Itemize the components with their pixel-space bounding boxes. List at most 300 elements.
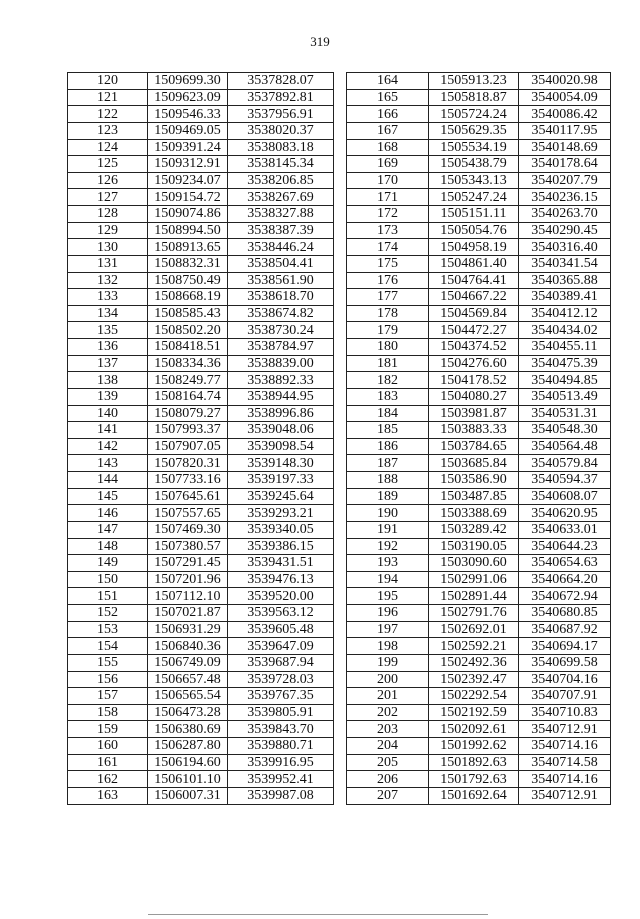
coordinate-x-cell: 1501792.63 (429, 771, 519, 788)
point-number-cell: 194 (347, 571, 429, 588)
point-number-cell: 180 (347, 339, 429, 356)
coordinate-x-cell: 1505818.87 (429, 89, 519, 106)
coordinate-y-cell: 3540714.58 (519, 754, 611, 771)
coordinate-x-cell: 1507112.10 (148, 588, 228, 605)
table-row (68, 438, 334, 455)
point-number-cell: 166 (347, 106, 429, 123)
coordinate-y-cell: 3540086.42 (519, 106, 611, 123)
point-number-cell: 196 (347, 605, 429, 622)
point-number-cell: 121 (68, 89, 148, 106)
coordinate-x-cell: 1502492.36 (429, 654, 519, 671)
point-number-cell: 153 (68, 621, 148, 638)
table-row (68, 272, 334, 289)
table-row (347, 222, 611, 239)
coordinate-y-cell: 3540207.79 (519, 172, 611, 189)
coordinate-y-cell: 3539767.35 (228, 688, 334, 705)
coordinate-x-cell: 1508585.43 (148, 305, 228, 322)
coordinate-y-cell: 3538674.82 (228, 305, 334, 322)
coordinate-x-cell: 1507469.30 (148, 521, 228, 538)
coordinate-x-cell: 1506749.09 (148, 654, 228, 671)
coordinate-y-cell: 3540644.23 (519, 538, 611, 555)
coordinate-y-cell: 3540236.15 (519, 189, 611, 206)
coordinate-y-cell: 3537956.91 (228, 106, 334, 123)
coordinate-y-cell: 3540434.02 (519, 322, 611, 339)
coordinate-x-cell: 1503685.84 (429, 455, 519, 472)
table-row (68, 654, 334, 671)
point-number-cell: 199 (347, 654, 429, 671)
point-number-cell: 206 (347, 771, 429, 788)
coordinate-y-cell: 3539952.41 (228, 771, 334, 788)
coordinate-y-cell: 3538020.37 (228, 122, 334, 139)
coordinate-y-cell: 3539098.54 (228, 438, 334, 455)
coordinate-x-cell: 1506473.28 (148, 704, 228, 721)
point-number-cell: 143 (68, 455, 148, 472)
table-row (68, 139, 334, 156)
coordinate-x-cell: 1509469.05 (148, 122, 228, 139)
coordinate-x-cell: 1507380.57 (148, 538, 228, 555)
point-number-cell: 161 (68, 754, 148, 771)
coordinate-y-cell: 3540712.91 (519, 787, 611, 804)
coordinate-y-cell: 3539048.06 (228, 422, 334, 439)
coordinate-x-cell: 1506931.29 (148, 621, 228, 638)
coordinate-y-cell: 3537892.81 (228, 89, 334, 106)
coordinate-x-cell: 1506840.36 (148, 638, 228, 655)
coordinate-x-cell: 1504472.27 (429, 322, 519, 339)
coordinate-y-cell: 3540020.98 (519, 73, 611, 90)
table-row (68, 222, 334, 239)
coordinate-y-cell: 3540714.16 (519, 738, 611, 755)
table-row (68, 721, 334, 738)
table-row (347, 738, 611, 755)
table-row (68, 355, 334, 372)
coordinate-y-cell: 3538206.85 (228, 172, 334, 189)
coordinate-y-cell: 3539563.12 (228, 605, 334, 622)
point-number-cell: 150 (68, 571, 148, 588)
coordinate-x-cell: 1509312.91 (148, 156, 228, 173)
point-number-cell: 141 (68, 422, 148, 439)
table-row (68, 422, 334, 439)
coordinate-y-cell: 3539520.00 (228, 588, 334, 605)
coordinate-y-cell: 3540712.91 (519, 721, 611, 738)
table-row (347, 139, 611, 156)
coordinate-y-cell: 3538784.97 (228, 339, 334, 356)
coordinate-y-cell: 3540608.07 (519, 488, 611, 505)
coordinate-y-cell: 3539687.94 (228, 654, 334, 671)
coordinate-x-cell: 1505438.79 (429, 156, 519, 173)
coordinate-x-cell: 1504178.52 (429, 372, 519, 389)
table-row (68, 189, 334, 206)
coordinate-x-cell: 1507557.65 (148, 505, 228, 522)
coordinate-x-cell: 1508079.27 (148, 405, 228, 422)
point-number-cell: 169 (347, 156, 429, 173)
point-number-cell: 134 (68, 305, 148, 322)
point-number-cell: 187 (347, 455, 429, 472)
coordinate-y-cell: 3540548.30 (519, 422, 611, 439)
table-row (347, 122, 611, 139)
point-number-cell: 177 (347, 289, 429, 306)
coordinate-x-cell: 1508913.65 (148, 239, 228, 256)
coordinate-x-cell: 1507291.45 (148, 555, 228, 572)
coordinate-x-cell: 1508502.20 (148, 322, 228, 339)
coordinate-y-cell: 3540117.95 (519, 122, 611, 139)
coordinate-x-cell: 1504276.60 (429, 355, 519, 372)
coordinate-y-cell: 3540148.69 (519, 139, 611, 156)
coordinate-x-cell: 1502592.21 (429, 638, 519, 655)
coordinate-x-cell: 1509623.09 (148, 89, 228, 106)
point-number-cell: 140 (68, 405, 148, 422)
point-number-cell: 156 (68, 671, 148, 688)
coordinate-x-cell: 1504764.41 (429, 272, 519, 289)
point-number-cell: 172 (347, 206, 429, 223)
coordinate-x-cell: 1502891.44 (429, 588, 519, 605)
coordinate-y-cell: 3540475.39 (519, 355, 611, 372)
table-row (347, 73, 611, 90)
table-row (347, 438, 611, 455)
coordinate-y-cell: 3538267.69 (228, 189, 334, 206)
coordinate-y-cell: 3539880.71 (228, 738, 334, 755)
coordinate-y-cell: 3540664.20 (519, 571, 611, 588)
point-number-cell: 186 (347, 438, 429, 455)
coordinate-y-cell: 3540494.85 (519, 372, 611, 389)
table-row (347, 372, 611, 389)
coordinate-y-cell: 3539148.30 (228, 455, 334, 472)
coordinate-x-cell: 1507820.31 (148, 455, 228, 472)
table-row (347, 156, 611, 173)
point-number-cell: 201 (347, 688, 429, 705)
bottom-divider (148, 914, 488, 915)
table-row (68, 505, 334, 522)
coordinate-y-cell: 3539605.48 (228, 621, 334, 638)
table-row (347, 621, 611, 638)
point-number-cell: 137 (68, 355, 148, 372)
coordinate-x-cell: 1508994.50 (148, 222, 228, 239)
table-row (68, 172, 334, 189)
coordinate-y-cell: 3540672.94 (519, 588, 611, 605)
coordinate-x-cell: 1508832.31 (148, 255, 228, 272)
coordinate-y-cell: 3539805.91 (228, 704, 334, 721)
point-number-cell: 159 (68, 721, 148, 738)
point-number-cell: 207 (347, 787, 429, 804)
coordinate-x-cell: 1503388.69 (429, 505, 519, 522)
point-number-cell: 162 (68, 771, 148, 788)
coordinate-y-cell: 3538387.39 (228, 222, 334, 239)
point-number-cell: 123 (68, 122, 148, 139)
point-number-cell: 127 (68, 189, 148, 206)
point-number-cell: 160 (68, 738, 148, 755)
coordinate-x-cell: 1507907.05 (148, 438, 228, 455)
coordinate-y-cell: 3540389.41 (519, 289, 611, 306)
point-number-cell: 181 (347, 355, 429, 372)
coordinate-x-cell: 1503190.05 (429, 538, 519, 555)
coordinate-y-cell: 3540531.31 (519, 405, 611, 422)
table-row (68, 106, 334, 123)
coordinate-y-cell: 3538892.33 (228, 372, 334, 389)
point-number-cell: 158 (68, 704, 148, 721)
table-row (347, 754, 611, 771)
coordinate-y-cell: 3539386.15 (228, 538, 334, 555)
coordinate-y-cell: 3540714.16 (519, 771, 611, 788)
point-number-cell: 163 (68, 787, 148, 804)
table-row (347, 721, 611, 738)
table-row (68, 73, 334, 90)
coordinate-y-cell: 3538996.86 (228, 405, 334, 422)
coordinate-y-cell: 3538839.00 (228, 355, 334, 372)
coordinate-x-cell: 1504080.27 (429, 388, 519, 405)
point-number-cell: 131 (68, 255, 148, 272)
coordinate-x-cell: 1508164.74 (148, 388, 228, 405)
coordinate-x-cell: 1503981.87 (429, 405, 519, 422)
table-row (347, 339, 611, 356)
coordinate-x-cell: 1503883.33 (429, 422, 519, 439)
point-number-cell: 202 (347, 704, 429, 721)
point-number-cell: 178 (347, 305, 429, 322)
table-row (347, 505, 611, 522)
point-number-cell: 132 (68, 272, 148, 289)
coordinate-x-cell: 1502991.06 (429, 571, 519, 588)
point-number-cell: 188 (347, 472, 429, 489)
table-row (68, 704, 334, 721)
coordinate-x-cell: 1505534.19 (429, 139, 519, 156)
coordinate-y-cell: 3540707.91 (519, 688, 611, 705)
table-row (68, 156, 334, 173)
coordinate-x-cell: 1507733.16 (148, 472, 228, 489)
page-number: 319 (310, 34, 330, 49)
table-row (347, 588, 611, 605)
coordinate-y-cell: 3538083.18 (228, 139, 334, 156)
table-row (68, 488, 334, 505)
table-row (68, 89, 334, 106)
point-number-cell: 128 (68, 206, 148, 223)
point-number-cell: 165 (347, 89, 429, 106)
point-number-cell: 155 (68, 654, 148, 671)
point-number-cell: 147 (68, 521, 148, 538)
coordinate-x-cell: 1506657.48 (148, 671, 228, 688)
coordinate-y-cell: 3539916.95 (228, 754, 334, 771)
coordinate-x-cell: 1501992.62 (429, 738, 519, 755)
coordinate-y-cell: 3540699.58 (519, 654, 611, 671)
table-row (347, 255, 611, 272)
table-row (347, 605, 611, 622)
table-row (347, 472, 611, 489)
point-number-cell: 149 (68, 555, 148, 572)
coordinate-y-cell: 3540594.37 (519, 472, 611, 489)
point-number-cell: 126 (68, 172, 148, 189)
table-row (68, 372, 334, 389)
point-number-cell: 176 (347, 272, 429, 289)
coordinate-x-cell: 1503586.90 (429, 472, 519, 489)
table-row (68, 555, 334, 572)
table-row (68, 521, 334, 538)
coordinate-y-cell: 3539647.09 (228, 638, 334, 655)
table-row (347, 189, 611, 206)
point-number-cell: 125 (68, 156, 148, 173)
table-row (68, 771, 334, 788)
coordinate-x-cell: 1509699.30 (148, 73, 228, 90)
coordinate-x-cell: 1506565.54 (148, 688, 228, 705)
coordinate-x-cell: 1508418.51 (148, 339, 228, 356)
table-row (347, 638, 611, 655)
coordinate-y-cell: 3540633.01 (519, 521, 611, 538)
coordinate-y-cell: 3540178.64 (519, 156, 611, 173)
table-row (68, 305, 334, 322)
table-row (68, 605, 334, 622)
coordinate-x-cell: 1509234.07 (148, 172, 228, 189)
coordinate-y-cell: 3540290.45 (519, 222, 611, 239)
coordinate-x-cell: 1508249.77 (148, 372, 228, 389)
coordinate-x-cell: 1506287.80 (148, 738, 228, 755)
point-number-cell: 173 (347, 222, 429, 239)
point-number-cell: 148 (68, 538, 148, 555)
table-row (347, 688, 611, 705)
coordinate-y-cell: 3539843.70 (228, 721, 334, 738)
coordinate-x-cell: 1501692.64 (429, 787, 519, 804)
coordinate-y-cell: 3540365.88 (519, 272, 611, 289)
coordinate-y-cell: 3539197.33 (228, 472, 334, 489)
point-number-cell: 146 (68, 505, 148, 522)
coordinate-table-right (346, 72, 611, 805)
coordinate-x-cell: 1502392.47 (429, 671, 519, 688)
coordinate-y-cell: 3540054.09 (519, 89, 611, 106)
coordinate-y-cell: 3538561.90 (228, 272, 334, 289)
table-row (347, 305, 611, 322)
point-number-cell: 195 (347, 588, 429, 605)
table-row (347, 671, 611, 688)
table-row (347, 89, 611, 106)
coordinate-x-cell: 1502092.61 (429, 721, 519, 738)
table-row (68, 339, 334, 356)
point-number-cell: 164 (347, 73, 429, 90)
point-number-cell: 179 (347, 322, 429, 339)
coordinate-x-cell: 1503090.60 (429, 555, 519, 572)
coordinate-x-cell: 1509074.86 (148, 206, 228, 223)
point-number-cell: 197 (347, 621, 429, 638)
coordinate-x-cell: 1505629.35 (429, 122, 519, 139)
point-number-cell: 205 (347, 754, 429, 771)
coordinate-y-cell: 3540579.84 (519, 455, 611, 472)
table-row (347, 289, 611, 306)
table-row (68, 455, 334, 472)
table-row (347, 571, 611, 588)
table-row (68, 472, 334, 489)
coordinate-y-cell: 3538504.41 (228, 255, 334, 272)
coordinate-y-cell: 3540316.40 (519, 239, 611, 256)
coordinate-x-cell: 1505343.13 (429, 172, 519, 189)
point-number-cell: 193 (347, 555, 429, 572)
point-number-cell: 204 (347, 738, 429, 755)
coordinate-x-cell: 1503784.65 (429, 438, 519, 455)
point-number-cell: 120 (68, 73, 148, 90)
coordinate-x-cell: 1506380.69 (148, 721, 228, 738)
table-row (347, 172, 611, 189)
coordinate-x-cell: 1502791.76 (429, 605, 519, 622)
table-row (347, 538, 611, 555)
point-number-cell: 190 (347, 505, 429, 522)
coordinate-x-cell: 1502292.54 (429, 688, 519, 705)
coordinate-x-cell: 1504958.19 (429, 239, 519, 256)
table-row (347, 521, 611, 538)
table-row (68, 621, 334, 638)
table-row (68, 388, 334, 405)
point-number-cell: 189 (347, 488, 429, 505)
coordinate-table-left (67, 72, 334, 805)
point-number-cell: 198 (347, 638, 429, 655)
table-row (68, 671, 334, 688)
point-number-cell: 170 (347, 172, 429, 189)
coordinate-y-cell: 3538618.70 (228, 289, 334, 306)
coordinate-x-cell: 1502692.01 (429, 621, 519, 638)
coordinate-x-cell: 1502192.59 (429, 704, 519, 721)
table-row (68, 255, 334, 272)
coordinate-x-cell: 1507645.61 (148, 488, 228, 505)
coordinate-y-cell: 3540620.95 (519, 505, 611, 522)
table-row (347, 388, 611, 405)
table-row (68, 239, 334, 256)
coordinate-x-cell: 1506007.31 (148, 787, 228, 804)
coordinate-y-cell: 3540263.70 (519, 206, 611, 223)
coordinate-x-cell: 1506194.60 (148, 754, 228, 771)
coordinate-y-cell: 3539476.13 (228, 571, 334, 588)
coordinate-x-cell: 1506101.10 (148, 771, 228, 788)
coordinate-x-cell: 1508668.19 (148, 289, 228, 306)
point-number-cell: 185 (347, 422, 429, 439)
point-number-cell: 122 (68, 106, 148, 123)
point-number-cell: 157 (68, 688, 148, 705)
coordinate-y-cell: 3540455.11 (519, 339, 611, 356)
coordinate-y-cell: 3538944.95 (228, 388, 334, 405)
coordinate-y-cell: 3539340.05 (228, 521, 334, 538)
point-number-cell: 145 (68, 488, 148, 505)
coordinate-y-cell: 3537828.07 (228, 73, 334, 90)
coordinate-y-cell: 3539293.21 (228, 505, 334, 522)
coordinate-y-cell: 3540412.12 (519, 305, 611, 322)
table-row (68, 289, 334, 306)
point-number-cell: 167 (347, 122, 429, 139)
coordinate-x-cell: 1507021.87 (148, 605, 228, 622)
coordinate-x-cell: 1508750.49 (148, 272, 228, 289)
coordinate-y-cell: 3540710.83 (519, 704, 611, 721)
table-row (347, 405, 611, 422)
coordinate-y-cell: 3538730.24 (228, 322, 334, 339)
coordinate-y-cell: 3540341.54 (519, 255, 611, 272)
point-number-cell: 168 (347, 139, 429, 156)
coordinate-x-cell: 1503487.85 (429, 488, 519, 505)
table-row (68, 206, 334, 223)
point-number-cell: 154 (68, 638, 148, 655)
point-number-cell: 183 (347, 388, 429, 405)
table-row (68, 738, 334, 755)
coordinate-y-cell: 3540694.17 (519, 638, 611, 655)
coordinate-y-cell: 3539245.64 (228, 488, 334, 505)
point-number-cell: 200 (347, 671, 429, 688)
table-row (68, 322, 334, 339)
coordinate-x-cell: 1505724.24 (429, 106, 519, 123)
point-number-cell: 151 (68, 588, 148, 605)
table-row (68, 405, 334, 422)
coordinate-y-cell: 3538327.88 (228, 206, 334, 223)
coordinate-y-cell: 3540704.16 (519, 671, 611, 688)
coordinate-y-cell: 3539431.51 (228, 555, 334, 572)
coordinate-y-cell: 3540680.85 (519, 605, 611, 622)
coordinate-x-cell: 1504569.84 (429, 305, 519, 322)
point-number-cell: 191 (347, 521, 429, 538)
table-row (347, 106, 611, 123)
table-row (68, 588, 334, 605)
coordinate-y-cell: 3538145.34 (228, 156, 334, 173)
coordinate-x-cell: 1505913.23 (429, 73, 519, 90)
point-number-cell: 124 (68, 139, 148, 156)
table-row (68, 638, 334, 655)
coordinate-y-cell: 3540513.49 (519, 388, 611, 405)
